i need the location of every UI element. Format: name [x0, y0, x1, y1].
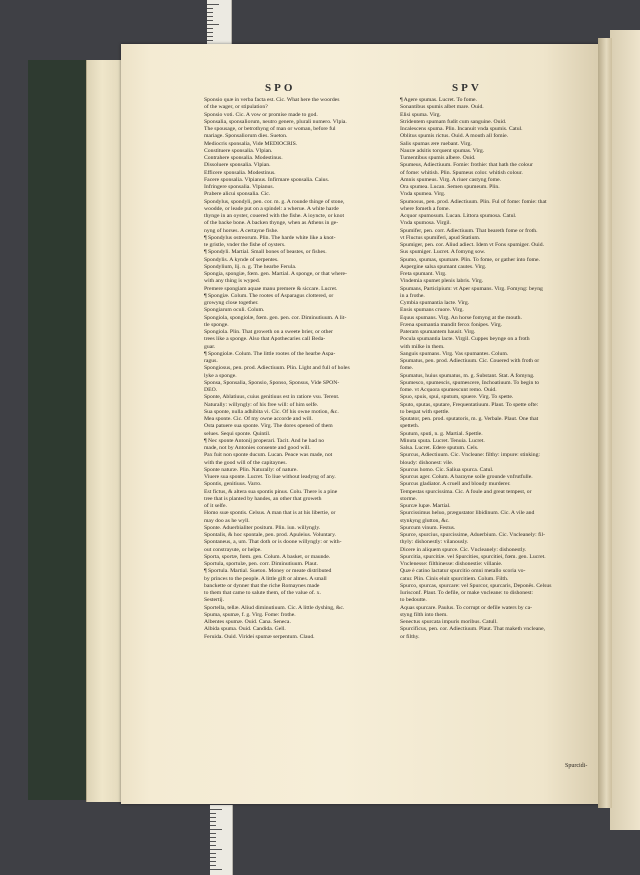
- dictionary-line: Spurcus gladiator. A cruell and bloudy murderer.: [400, 481, 511, 488]
- dictionary-line: Sputum, sputi, n. g. Martial. Spettle.: [400, 430, 483, 437]
- dictionary-line: Sponsio quæ in verba facta est. Cic. What here the woordes: [204, 97, 340, 103]
- dictionary-line: out constrayute, or helpe.: [204, 546, 262, 553]
- dictionary-line: Vindemia spumet plenis labris. Virg.: [400, 278, 484, 285]
- ruler-tick: [210, 841, 216, 842]
- dictionary-line: Cymbia spumantia lacte. Virg.: [400, 300, 470, 306]
- catchword: Spurcidi-: [565, 763, 588, 769]
- ruler-tick: [210, 845, 216, 846]
- dictionary-line: ¶ Spondyli. Martial. Small bones of beastes, or fishes.: [204, 249, 327, 256]
- dictionary-line: Spontalis, & hoc spontale, pen. prod. Apuleius. Voluntary.: [204, 532, 336, 538]
- dictionary-line: by princes to the people. A little gift or almes. A small: [204, 575, 327, 582]
- dictionary-line: Ora spumea. Lucan. Semen spumeum. Plin.: [400, 184, 500, 190]
- dictionary-line: Spumosus, pen. prod. Adiectiuum. Plin. Ful of fome: fomie: that: [400, 198, 547, 205]
- dictionary-line: ragus.: [204, 358, 218, 364]
- dictionary-line: Spuo, spuis, spui, sputum, spuere. Virg. To spette.: [400, 394, 514, 401]
- dictionary-line: Viuere sua sponte. Lucret. To liue without leadyng of any.: [204, 474, 336, 480]
- dictionary-line: Sputo, sputas, sputare, Frequentatiuum. Plaut. To spette ofte:: [400, 401, 539, 408]
- dictionary-line: of the wager, or stipulation?: [204, 104, 268, 111]
- dictionary-line: fome.: [400, 365, 414, 372]
- dictionary-line: Acquor spumosum. Lucan. Littora spumosa. Catul.: [400, 213, 517, 219]
- dictionary-line: te gristle, vnder the fishe of oysters.: [204, 242, 286, 248]
- dictionary-line: lyke a sponge.: [204, 372, 237, 379]
- running-head-right: SPV: [452, 82, 482, 94]
- dictionary-line: Spurcum vinum. Festus.: [400, 524, 456, 531]
- page-edges: [86, 60, 125, 802]
- dictionary-line: Spurcificus, pen. cor. Adiectiuum. Plaut. That maketh vncleane,: [400, 626, 546, 633]
- dictionary-line: The spousage, or betrothyng of man or woman, before ful: [204, 126, 336, 132]
- dictionary-line: Sus spumiger. Lucret. A fomyng sow.: [400, 249, 486, 256]
- dictionary-line: Amnis spumeus. Virg. A riuer castyng fome.: [400, 176, 502, 183]
- book-gutter: [598, 38, 612, 808]
- dictionary-line: selues. Sequi sponte. Quintil.: [204, 430, 271, 437]
- dictionary-line: Spontis, genitiuus. Varro.: [204, 481, 262, 488]
- dictionary-line: Spurcæ lupæ. Martial.: [400, 503, 451, 509]
- dictionary-line: Feruida. Ouid. Viridei spumæ serpentum. Claud.: [204, 633, 315, 640]
- dictionary-line: Sputator, pen. prod. sputatoris, m. g. Verbale. Plaut. One that: [400, 416, 539, 422]
- measuring-ruler-bottom: [210, 805, 233, 875]
- ruler-tick: [207, 24, 219, 25]
- dictionary-line: with milke in them.: [400, 343, 445, 350]
- dictionary-line: in a frothe.: [400, 292, 425, 299]
- dictionary-line: nyng of horses. A certayne fishe.: [204, 227, 279, 234]
- dictionary-line: Iurisconf. Plaut. To defile, or make vncleane: to dishonest:: [400, 590, 533, 596]
- dictionary-line: Spumesco, spumescis, spumescere, Inchoatiuum. To begin to: [400, 379, 540, 386]
- dictionary-line: to bespat with spettle.: [400, 408, 450, 415]
- ruler-tick: [207, 32, 213, 33]
- dictionary-line: ¶ Agere spumas. Lucret. To fome.: [400, 97, 477, 103]
- dictionary-line: storme.: [400, 495, 417, 502]
- dictionary-line: Sponte. Aduerbialiter positum. Plin. iun. willyngly.: [204, 524, 321, 531]
- dictionary-line: or filthy.: [400, 633, 420, 640]
- ruler-tick: [210, 829, 222, 830]
- dictionary-line: growyng close together.: [204, 300, 259, 306]
- dictionary-line: bloudy: dishonest: vile.: [400, 459, 454, 466]
- dictionary-line: spetteth.: [400, 423, 420, 430]
- dictionary-line: Pateram spumantem hausit. Virg.: [400, 329, 476, 335]
- dictionary-line: Homo suæ spontis. Celsus. A man that is at his libertie, or: [204, 510, 336, 517]
- dictionary-line: Est fictus, & altera sua spontis pinus. Colu. There is a pine: [204, 488, 338, 495]
- dictionary-line: Constituere sponsalia. Vlpian.: [204, 147, 273, 154]
- dictionary-line: Spuma, spumæ, f. g. Virg. Fome: frothe.: [204, 611, 296, 618]
- dictionary-line: Spumo, spumas, spumare. Plin. To fome, or gather into fome.: [400, 256, 540, 263]
- dictionary-line: Mea sponte. Cic. Of my owne accorde and will.: [204, 416, 313, 422]
- dictionary-line: Salsa. Lucret. Edere sputum. Cels.: [400, 445, 479, 451]
- ruler-tick: [207, 36, 213, 37]
- dictionary-line: Ensis spumans cruore. Virg.: [400, 307, 464, 314]
- ruler-tick: [210, 821, 216, 822]
- dictionary-line: Spongia, spongiæ, fœm. gen. Martial. A sponge, or that where-: [204, 271, 347, 277]
- dictionary-line: Spumans, Participium: vt Aper spumans. Virg. Fomyng: beyng: [400, 285, 543, 292]
- dictionary-line: catur. Plin. Cinis eluit spurcitiem. Colum. Filth.: [400, 575, 509, 582]
- dictionary-line: Spondylium, lij. n. g. The hearbe Ferula.: [204, 263, 297, 270]
- dictionary-line: Spondylus, spondyli, pen. cor. m. g. A rounde thinge of stone,: [204, 198, 345, 205]
- dictionary-line: Senectus spurcata impuris moribus. Catull.: [400, 619, 498, 625]
- dictionary-line: Aquas spurcare. Paulus. To corrupt or defile waters by ca-: [400, 604, 533, 611]
- dictionary-line: Contrahere sponsalia. Modestinus.: [204, 155, 283, 161]
- dictionary-line: Oblitus spumis rictus. Ouid. A mouth all fomie.: [400, 133, 509, 140]
- ruler-tick: [207, 40, 213, 41]
- ruler-tick: [210, 825, 216, 826]
- ruler-tick: [210, 853, 216, 854]
- dictionary-line: Sporta, sportæ, fœm. gen. Colum. A basket, or maunde.: [204, 553, 331, 560]
- dictionary-line: Nauræ adsitis torquent spumas. Virg.: [400, 147, 485, 154]
- dictionary-line: tle sponge.: [204, 321, 229, 328]
- dictionary-line: Sponte naturæ. Plin. Naturally: of nature.: [204, 466, 298, 473]
- dictionary-line: Elisi spuma. Virg.: [400, 111, 441, 118]
- dictionary-line: of fome: whitish. Plin. Spumeus color. whitish colour.: [400, 169, 523, 176]
- dictionary-line: Spongiola. Plin. That groweth on a sweete brier, or other: [204, 329, 333, 335]
- dictionary-line: Spongiarum oculi. Colum.: [204, 307, 265, 314]
- dictionary-line: Equus spumans. Virg. An horse fomyng at the mouth.: [400, 314, 522, 321]
- dictionary-line: Spurcitia, spurcitiæ. vel Spurcities, spurcitiei, fœm. gen. Lucret.: [400, 553, 546, 560]
- right-column: [400, 97, 590, 641]
- dictionary-line: of the backe bone. A backen thynge, when as Athens in ge-: [204, 220, 339, 227]
- dictionary-line: Spurce, spurcius, spurcissime, Aduerbium. Cic. Vncleanely: fil-: [400, 532, 546, 538]
- dictionary-line: trees like a sponge. Also that Apothecaries call Beda-: [204, 336, 326, 343]
- dictionary-line: Sponte, Ablatiuus, cuius genitiuus est in ratiore vsu. Terent.: [204, 394, 340, 401]
- dictionary-line: ¶ Spondylus ostreorum. Plin. The harde white like a knot-: [204, 234, 336, 241]
- dictionary-line: to bedoutte.: [400, 597, 427, 604]
- dictionary-line: Dicere in aliquem spurce. Cic. Vncleanely: dishonestly.: [400, 546, 527, 553]
- dictionary-line: styng filth into them.: [400, 611, 448, 618]
- dictionary-line: Albida spuma. Ouid. Candida. Gell.: [204, 626, 286, 633]
- dictionary-line: Aspergine salsa spumant cautes. Virg.: [400, 263, 487, 270]
- dictionary-line: Spumatus, huius spumatus, m. g. Substant. Stat. A fomyng.: [400, 372, 535, 379]
- dictionary-line: thyly: dishonestly: vilanously.: [400, 539, 469, 546]
- dictionary-line: Mediocris sponsalia, Vide MEDIOCRIS.: [204, 140, 298, 147]
- dictionary-line: Sportella, tellæ. Aliud diminutiuum. Cic. A little dyshing, &c.: [204, 604, 345, 611]
- dictionary-line: Vnda spumea. Virg.: [400, 191, 446, 198]
- dictionary-line: Sua sponte, nulla adhibita vi. Cic. Of his owne motion, &c.: [204, 408, 339, 415]
- dictionary-line: Sanguis spumans. Virg. Vas spumantes. Colum.: [400, 350, 509, 357]
- dictionary-line: with the good will of the capitaynes.: [204, 459, 287, 466]
- dictionary-line: Spondylis. A kynde of serpentes.: [204, 256, 279, 263]
- dictionary-line: stynkyng glutton, &c.: [400, 517, 450, 524]
- dictionary-line: Albentes spumæ. Ouid. Cana. Seneca.: [204, 619, 291, 625]
- ruler-tick: [207, 20, 213, 21]
- dictionary-line: guar.: [204, 343, 216, 350]
- dictionary-line: Vnda spumosa. Virgil.: [400, 220, 451, 227]
- dictionary-line: Dissoluere sponsalia. Vlpian.: [204, 162, 271, 169]
- dictionary-line: Spongiola, spongiolæ, fœm. gen. pen. cor. Diminutiuum. A lit-: [204, 314, 347, 321]
- dictionary-line: Spurcus ager. Colum. A barayne soile grounde vnfrutfulle.: [400, 474, 533, 480]
- ruler-tick: [207, 8, 213, 9]
- ruler-tick: [210, 865, 216, 866]
- dictionary-line: Spumeus, Adiectiuum. Fomie: frothie: that hath the colour: [400, 162, 533, 169]
- dictionary-line: mariage. Sponsaliorum dies. Sueton.: [204, 133, 288, 140]
- dictionary-line: Sponsa, Sponsalia, Sponsio, Sponso, Sponsus, Vide SPON-: [204, 379, 340, 386]
- dictionary-line: banckette or dynner that the riche Romaynes made: [204, 582, 320, 589]
- dictionary-line: Spumifer, pen. corr. Adiectiuum. That beareth fome or froth.: [400, 227, 538, 234]
- running-head-left: SPO: [265, 82, 296, 94]
- dictionary-line: Vnclenesse: filthinesse: dishonestie: villanie.: [400, 561, 503, 567]
- dictionary-line: Osta patuere sua sponte. Virg. The dores opened of them: [204, 423, 333, 430]
- dictionary-line: Spurcissimus heluo, prægustator libidinum. Cic. A vile and: [400, 510, 535, 517]
- dictionary-line: Freta spumant. Virg.: [400, 271, 447, 277]
- ruler-tick: [210, 813, 216, 814]
- dictionary-line: tree that is planted by handes, an other that groweth: [204, 495, 322, 502]
- ruler-tick: [207, 16, 213, 17]
- dictionary-line: DEO.: [204, 387, 218, 393]
- ruler-tick: [210, 861, 216, 862]
- dictionary-line: fome. vt Acquora spumescunt remo. Ouid.: [400, 387, 497, 393]
- dictionary-line: Premere spongiam aquae manu premere & siccare. Lucret.: [204, 285, 338, 292]
- dictionary-line: ¶ Sportula. Martial. Sueton. Money or meate distributed: [204, 568, 332, 575]
- dictionary-line: ¶ Spongiolæ. Colum. The little rootes of the hearbe Aspa-: [204, 350, 336, 357]
- dictionary-line: of it selfe.: [204, 503, 227, 509]
- dictionary-line: Naturally: willyngly: of his free will: of him selfe.: [204, 401, 319, 408]
- dictionary-line: made, not by Antonies consente and good will.: [204, 445, 311, 451]
- dictionary-line: may doo as he wyll.: [204, 517, 250, 524]
- ruler-tick: [210, 869, 222, 870]
- dictionary-line: Sportula, sportulæ, pen. corr. Diminutiuum. Plaut.: [204, 561, 318, 567]
- dictionary-line: woodde, or leade put on a spindel: a wherue. A white harde: [204, 205, 339, 212]
- dictionary-line: Spurcus, Adiectiuum. Cic. Vncleane: filthy: impure: stinking:: [400, 452, 541, 459]
- dictionary-line: Incalescens spuma. Plin. Incanuit vnda spumis. Catul.: [400, 126, 523, 132]
- dictionary-line: Facere sponsalia. Vlpianus. Infirmare sponsalia. Caius.: [204, 176, 330, 183]
- ruler-tick: [207, 12, 213, 13]
- ruler-tick: [207, 28, 213, 29]
- ruler-tick: [210, 809, 222, 810]
- dictionary-line: Tempestas spurcissima. Cic. A foule and great tempest, or: [400, 488, 532, 495]
- dictionary-line: Pocula spumantia lacte. Virgil. Cuppes beynge on a froth: [400, 336, 530, 343]
- dictionary-line: Spongiosus, pen. prod. Adiectiuum. Plin. Light and full of holes: [204, 365, 350, 372]
- ruler-tick: [210, 857, 216, 858]
- dictionary-line: Spumiger, pen. cor. Aliud adiect. Idem vt Fons spumiger. Ouid.: [400, 242, 544, 248]
- ruler-tick: [207, 4, 219, 5]
- dictionary-line: Spurco, spurcas, spurcare: vel Spurcor, spurcaris, Deponês. Celsus: [400, 582, 552, 589]
- ruler-tick: [210, 817, 216, 818]
- dictionary-line: Minuta sputa. Lucret. Tenuia. Lucret.: [400, 437, 485, 444]
- left-column: [204, 97, 394, 641]
- dictionary-line: Tumentibus spumis albere. Ouid.: [400, 155, 476, 161]
- dictionary-line: Sestertij.: [204, 597, 225, 604]
- dictionary-line: Sponsalia, sponsaliorum, neutro genere, plurali numero. Vlpia.: [204, 118, 347, 125]
- dictionary-line: thynge in an oyster, couered with the fishe. A ioyncte, or knot: [204, 213, 345, 219]
- ruler-tick: [210, 833, 216, 834]
- dictionary-line: Pax fuit non sponte ducum. Lucan. Peace was made, not: [204, 452, 333, 459]
- dictionary-line: Fræna spumantia mandit ferox fonipes. Virg.: [400, 321, 502, 328]
- dictionary-line: to them that came to salute them, of the value of. x.: [204, 590, 321, 596]
- facing-page-edge: [610, 30, 640, 830]
- dictionary-line: Prabere alicui sponsalia. Cic.: [204, 191, 271, 198]
- dictionary-line: where fometh a fome.: [400, 205, 450, 212]
- dictionary-line: ¶ Nec sponte Antonij properari. Tacit. And he had no: [204, 437, 325, 444]
- dictionary-line: Sonantibus spumis albet mare. Ouid.: [400, 104, 484, 111]
- dictionary-line: Efficere sponsalia. Modestinus.: [204, 169, 276, 176]
- dictionary-line: Spurcus homo. Cic. Saliua spurca. Catul.: [400, 466, 494, 473]
- dictionary-line: Quæ è catino lactatur spurcitio omni metallo scoria vo-: [400, 568, 526, 575]
- ruler-tick: [210, 849, 222, 850]
- dictionary-line: Spontaneus, a, um. That doth or is doone willyngly: or with-: [204, 539, 342, 546]
- dictionary-line: Salis spumas ære ruebant. Virg.: [400, 140, 472, 147]
- dictionary-line: Spumatus, pen. prod. Adiectiuum. Cic. Couered with froth or: [400, 358, 540, 364]
- dictionary-line: with any thing is wyped.: [204, 278, 261, 285]
- ruler-tick: [210, 837, 216, 838]
- dictionary-line: vt Fluctus spumiferi, apud Statium.: [400, 234, 481, 241]
- dictionary-line: ¶ Spongiæ. Colum. The rootes of Asparagus clottered, or: [204, 292, 334, 299]
- dictionary-line: Sponsio voti. Cic. A vow or promise made to god.: [204, 111, 318, 118]
- dictionary-line: Stridentem spumam fudit cum sanguine. Ouid.: [400, 118, 507, 125]
- dictionary-line: Infringere sponsalia. Vlpianus.: [204, 184, 275, 190]
